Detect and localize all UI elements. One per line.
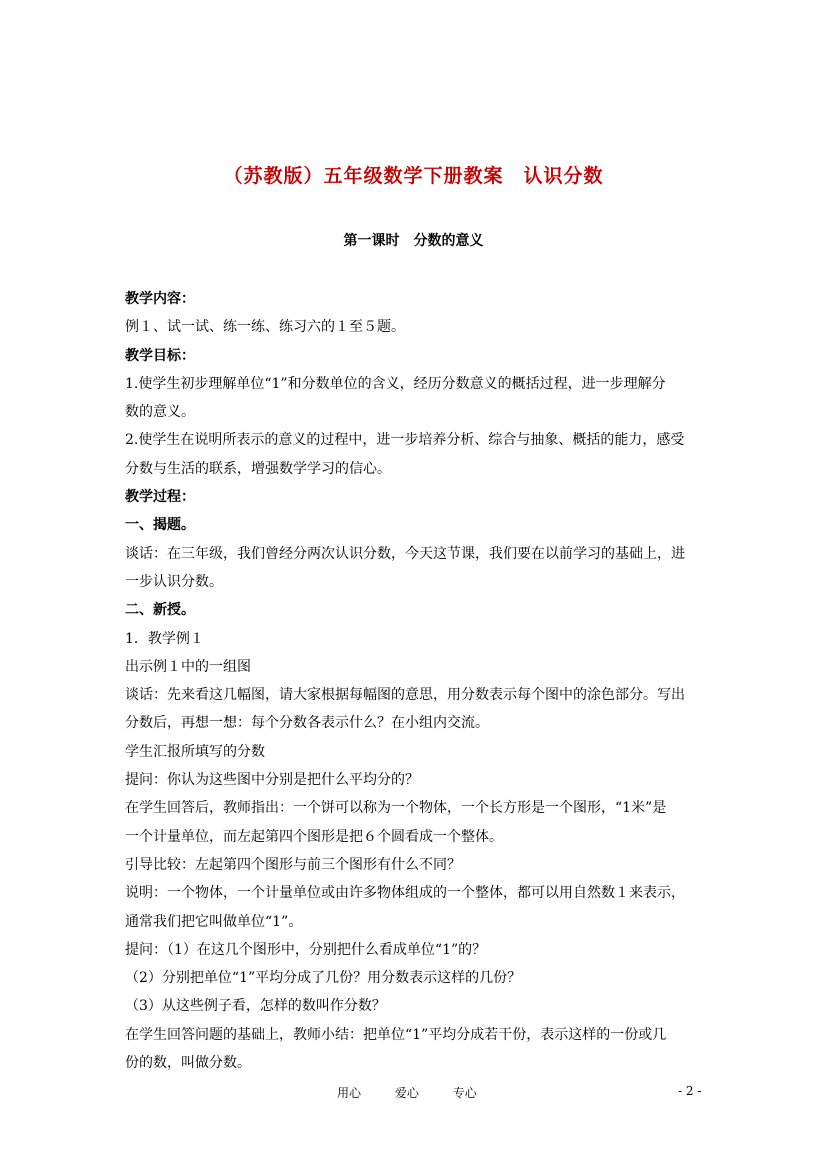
- text-line: 例１、试一试、练一练、练习六的１至５题。: [125, 319, 405, 336]
- section-heading: 二、新授。: [125, 602, 195, 619]
- footer-motto-2: 爱心: [394, 1086, 419, 1100]
- text-line: 引导比较：左起第四个图形与前三个图形有什么不同？: [125, 856, 461, 873]
- text-line: 在学生回答后，教师指出：一个饼可以称为一个物体，一个长方形是一个图形，“1米”是: [125, 800, 667, 817]
- text-line: （2）分别把单位“1”平均分成了几份？用分数表示这样的几份？: [125, 970, 522, 987]
- text-line: 分数后，再想一想：每个分数各表示什么？在小组内交流。: [125, 715, 489, 732]
- text-line: 说明：一个物体，一个计量单位或由许多物体组成的一个整体，都可以用自然数１来表示，: [125, 885, 685, 902]
- text-line: 1．教学例１: [125, 630, 204, 647]
- text-line: 一步认识分数。: [125, 573, 223, 590]
- section-heading: 教学目标：: [125, 347, 195, 364]
- footer-motto-3: 专心: [452, 1086, 477, 1100]
- text-line: 提问：你认为这些图中分别是把什么平均分的？: [125, 772, 419, 789]
- footer-motto: [337, 1084, 507, 1101]
- text-line: 数的意义。: [125, 404, 195, 421]
- text-line: 谈话：在三年级，我们曾经分两次认识分数，今天这节课，我们要在以前学习的基础上，进: [125, 545, 685, 562]
- text-line: 2.使学生在说明所表示的意义的过程中，进一步培养分析、综合与抽象、概括的能力，感受: [125, 432, 685, 449]
- text-line: 1.使学生初步理解单位“1”和分数单位的含义，经历分数意义的概括过程，进一步理解分: [125, 375, 666, 392]
- text-line: 学生汇报所填写的分数: [125, 743, 265, 760]
- text-line: 一个计量单位，而左起第四个图形是把６个圆看成一个整体。: [125, 828, 503, 845]
- document-title: （苏教版）五年级数学下册教案 认识分数: [223, 165, 604, 187]
- text-line: 在学生回答问题的基础上，教师小结：把单位“1”平均分成若干份，表示这样的一份或几: [125, 1026, 667, 1043]
- text-line: （3）从这些例子看，怎样的数叫作分数？: [125, 998, 386, 1015]
- section-heading: 一、揭题。: [125, 517, 195, 534]
- text-line: 通常我们把它叫做单位“1”。: [125, 913, 303, 930]
- text-line: 份的数，叫做分数。: [125, 1055, 251, 1072]
- page-number: - 2 -: [678, 1084, 702, 1098]
- text-line: 分数与生活的联系，增强数学学习的信心。: [125, 460, 391, 477]
- lesson-subtitle: 第一课时 分数的意义: [343, 233, 484, 249]
- text-line: 谈话：先来看这几幅图，请大家根据每幅图的意思，用分数表示每个图中的涂色部分。写出: [125, 687, 685, 704]
- section-heading: 教学内容：: [125, 291, 195, 307]
- document-body: [125, 285, 705, 1077]
- text-line: 出示例１中的一组图: [125, 658, 251, 675]
- text-line: 提问：（1）在这几个图形中，分别把什么看成单位“1”的？: [125, 941, 487, 958]
- footer-motto-1: 用心: [337, 1086, 362, 1100]
- section-heading: 教学过程：: [125, 489, 195, 506]
